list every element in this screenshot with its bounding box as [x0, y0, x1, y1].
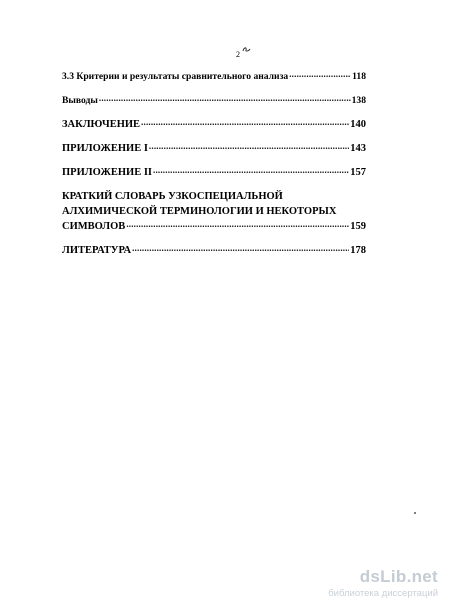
toc-entry[interactable]: [62, 93, 366, 107]
toc-entry-page: 140: [350, 119, 366, 130]
toc-entry[interactable]: [62, 117, 366, 131]
toc-entry: [62, 219, 366, 233]
toc-entry[interactable]: [62, 165, 366, 179]
toc-entry-page: 143: [350, 143, 366, 154]
toc-dot-leader: [153, 165, 349, 175]
toc-dot-leader: [289, 69, 351, 79]
watermark-logo: dsLib.net: [359, 567, 438, 586]
toc-entry-title: 3.3 Критерии и результаты сравнительного анализа: [62, 71, 289, 82]
toc-entry-title-line: АЛХИМИЧЕСКОЙ ТЕРМИНОЛОГИИ И НЕКОТОРЫХ: [62, 206, 337, 217]
toc-dot-leader: [132, 243, 349, 253]
page-number: 2: [236, 50, 240, 59]
toc-entry-title: Выводы: [62, 95, 98, 106]
toc-dot-leader: [99, 93, 351, 103]
toc-entry-title: ПРИЛОЖЕНИЕ I: [62, 143, 148, 154]
toc-dot-leader: [149, 141, 349, 151]
stray-dot: [414, 512, 416, 514]
watermark: [328, 567, 438, 599]
toc-entry-page: 159: [350, 221, 366, 232]
toc-entry-multiline[interactable]: [62, 189, 366, 233]
toc-entry-title: СИМВОЛОВ: [62, 221, 126, 232]
toc-dot-leader: [126, 219, 349, 229]
toc-entry[interactable]: [62, 243, 366, 257]
toc-entry-page: 138: [351, 95, 366, 106]
toc-entry-title: ПРИЛОЖЕНИЕ II: [62, 167, 152, 178]
toc-entry-page: 178: [350, 245, 366, 256]
handwritten-mark-icon: [241, 44, 251, 54]
toc-entry-page: 157: [350, 167, 366, 178]
watermark-subtitle: библиотека диссертаций: [328, 588, 438, 599]
toc-entry-title: ЗАКЛЮЧЕНИЕ: [62, 119, 141, 130]
table-of-contents: [62, 69, 366, 267]
toc-dot-leader: [141, 117, 349, 127]
toc-entry-page: 118: [352, 71, 366, 82]
toc-entry[interactable]: [62, 69, 366, 83]
toc-entry-title-line: КРАТКИЙ СЛОВАРЬ УЗКОСПЕЦИАЛЬНОЙ: [62, 191, 283, 202]
toc-entry-title: ЛИТЕРАТУРА: [62, 245, 132, 256]
toc-entry-title-lines: [62, 189, 366, 219]
toc-entry[interactable]: [62, 141, 366, 155]
